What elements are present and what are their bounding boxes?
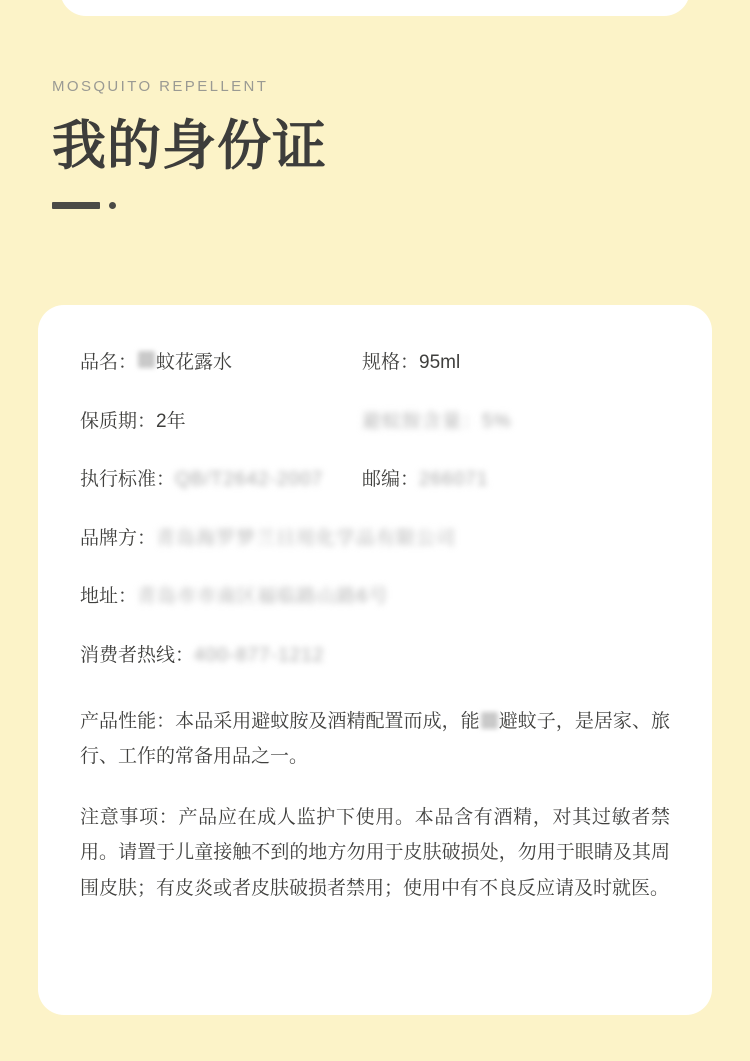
label-address: 地址： (80, 586, 138, 607)
value-deet-content-redacted: 避蚊胺含量：5% (362, 410, 512, 432)
info-card (38, 305, 712, 1015)
value-product-name: 蚊花露水 (156, 352, 233, 373)
spec-row-name (80, 349, 670, 378)
underline-dot (109, 202, 116, 209)
value-postcode-redacted: 266071 (419, 469, 489, 490)
spec-row-address (80, 583, 670, 612)
label-shelf-life: 保质期： (80, 410, 157, 432)
page-header (52, 78, 692, 209)
label-consumer-hotline: 消费者热线： (80, 644, 195, 666)
value-brand-owner-redacted: 青岛海罗梦兰日用化学品有限公司 (156, 527, 457, 549)
value-standard-redacted: QB/T2642-2007 (175, 469, 324, 490)
paragraph-precautions (80, 800, 670, 905)
performance-text-after: 避蚊子，是居家、旅行、工作的常备用品之一。 (80, 711, 670, 768)
performance-text-before: 本品采用避蚊胺及酒精配置而成，能 (175, 711, 480, 732)
value-consumer-hotline-redacted: 400-877-1212 (194, 644, 325, 666)
redacted-mark (481, 712, 498, 729)
label-product-name: 品名： (80, 352, 138, 373)
page-eyebrow: MOSQUITO REPELLENT (52, 78, 269, 95)
label-postcode: 邮编： (362, 469, 420, 490)
spec-row-hotline (80, 642, 670, 671)
underline-bar (52, 202, 100, 209)
spec-row-standard (80, 466, 670, 495)
spec-row-shelf-life (80, 408, 670, 437)
value-address-redacted: 青岛市市南区福临路山路6号 (137, 586, 389, 607)
redacted-mark (138, 351, 155, 368)
value-specification: 95ml (419, 352, 461, 373)
label-standard: 执行标准： (80, 469, 176, 490)
page-title: 我的身份证 (52, 116, 327, 176)
value-shelf-life: 2年 (156, 410, 186, 432)
top-notch-decoration (60, 0, 690, 16)
label-precautions: 注意事项： (80, 807, 179, 829)
precautions-text: 产品应在成人监护下使用。本品含有酒精，对其过敏者禁用。请置于儿童接触不到的地方勿用于皮肤破损处，勿用于眼睛及其周围皮肤；有皮炎或者皮肤破损者禁用；使用中有不良反应请及时就医。 (80, 807, 670, 899)
paragraph-performance (80, 704, 670, 774)
label-brand-owner: 品牌方： (80, 527, 157, 549)
title-underline (52, 202, 692, 209)
label-specification: 规格： (362, 352, 420, 373)
spec-row-brand (80, 525, 670, 554)
label-performance: 产品性能： (80, 711, 176, 732)
